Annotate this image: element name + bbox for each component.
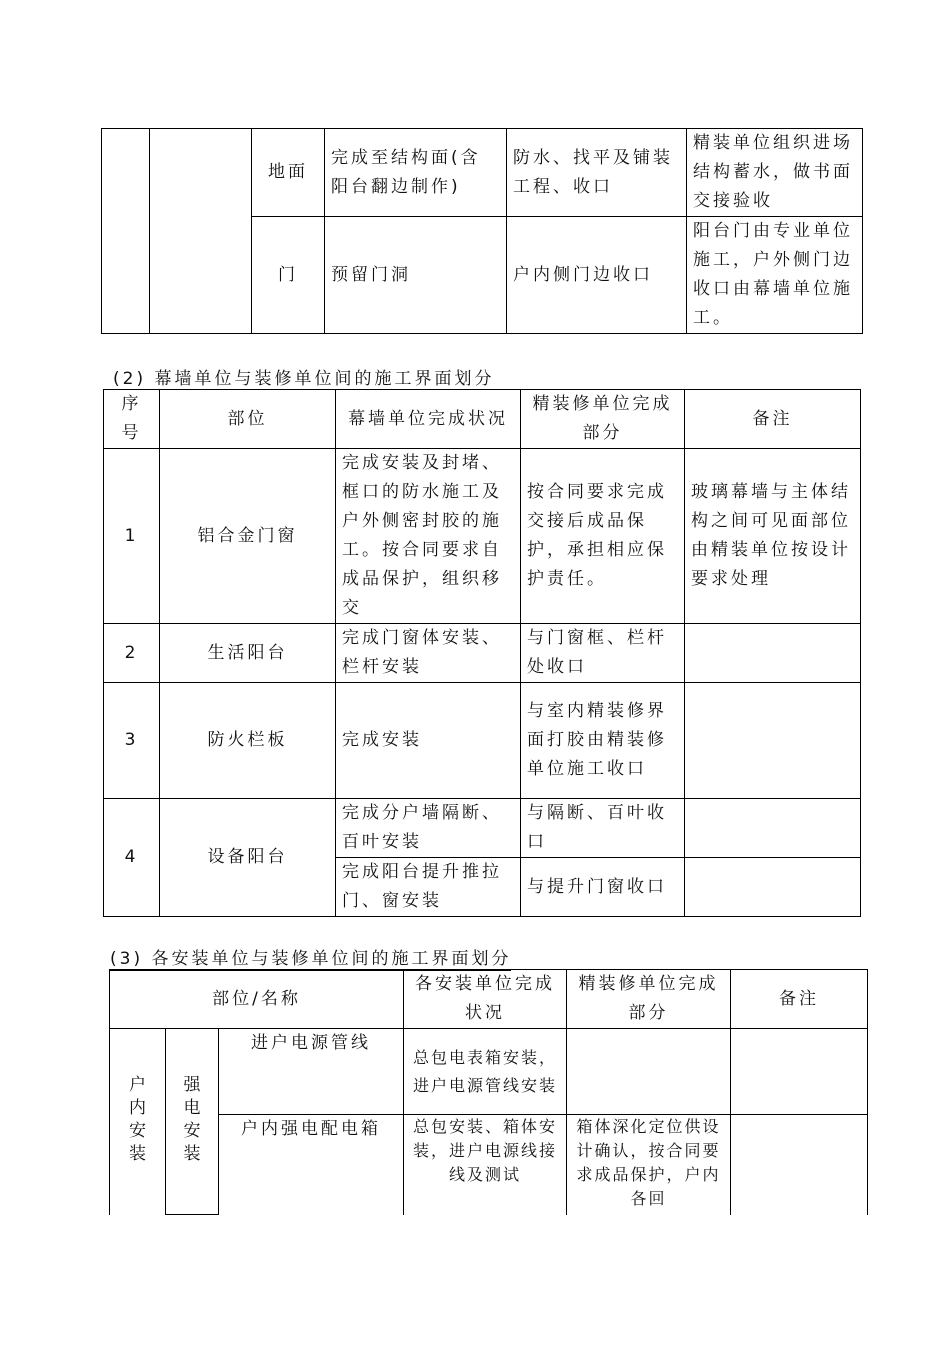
note-cell — [731, 1115, 868, 1215]
install-status-cell: 总包电表箱安装，进户电源管线安装 — [404, 1029, 567, 1115]
table-row — [104, 799, 861, 858]
group-label: 户内安装 — [129, 1075, 146, 1165]
finish-part-cell — [567, 1029, 731, 1115]
seq-cell: 4 — [104, 799, 160, 917]
note-cell: 精装单位组织进场结构蓄水，做书面交接验收 — [687, 129, 863, 217]
table-row — [104, 683, 861, 799]
header-finish-part: 精装修单位完成部分 — [567, 970, 731, 1029]
part-cell: 防火栏板 — [160, 683, 336, 799]
header-seq: 序号 — [104, 390, 160, 449]
part-cell: 设备阳台 — [160, 799, 336, 917]
note-cell: 阳台门由专业单位施工，户外侧门边收口由幕墙单位施工。 — [687, 217, 863, 334]
part-cell: 生活阳台 — [160, 624, 336, 683]
header-install-status: 各安装单位完成状况 — [404, 970, 567, 1029]
table-row — [110, 1029, 868, 1115]
section-3-heading — [110, 944, 511, 969]
subgroup-label: 强电安装 — [183, 1075, 201, 1164]
note-cell — [685, 799, 861, 858]
table-continued — [101, 128, 863, 334]
header-part: 部位 — [160, 390, 336, 449]
header-note: 备注 — [731, 970, 868, 1029]
finish-part-cell: 与提升门窗收口 — [521, 858, 685, 917]
part-cell: 门 — [252, 217, 325, 334]
finish-work-cell: 户内侧门边收口 — [507, 217, 687, 334]
finish-part-cell: 与室内精装修界面打胶由精装修单位施工收口 — [521, 683, 685, 799]
section-2-heading: (2) 幕墙单位与装修单位间的施工界面划分 — [113, 369, 495, 389]
table-header-row — [104, 390, 861, 449]
finish-part-cell: 按合同要求完成交接后成品保护，承担相应保护责任。 — [521, 449, 685, 624]
note-cell: 玻璃幕墙与主体结构之间可见面部位由精装单位按设计要求处理 — [685, 449, 861, 624]
table-row — [110, 1115, 868, 1215]
seq-cell: 2 — [104, 624, 160, 683]
install-status-cell: 总包安装、箱体安装，进户电源线接线及测试 — [404, 1115, 567, 1215]
curtain-status-cell: 完成分户墙隔断、百叶安装 — [336, 799, 521, 858]
section-3-heading-text: (3) 各安装单位与装修单位间的施工界面划分 — [110, 949, 512, 969]
main-work-cell: 预留门洞 — [325, 217, 507, 334]
header-finish-part: 精装修单位完成部分 — [521, 390, 685, 449]
note-cell — [685, 858, 861, 917]
header-part-name: 部位/名称 — [110, 970, 404, 1029]
finish-part-cell: 箱体深化定位供设计确认，按合同要求成品保护，户内各回 — [567, 1115, 731, 1215]
curtain-wall-table — [103, 389, 861, 917]
seq-cell: 3 — [104, 683, 160, 799]
curtain-status-cell: 完成阳台提升推拉门、窗安装 — [336, 858, 521, 917]
note-cell — [731, 1029, 868, 1115]
finish-part-cell: 与门窗框、栏杆处收口 — [521, 624, 685, 683]
part-cell: 地面 — [252, 129, 325, 217]
header-curtain-status: 幕墙单位完成状况 — [336, 390, 521, 449]
installation-table — [109, 969, 868, 1215]
item-cell: 进户电源管线 — [219, 1029, 404, 1115]
curtain-status-cell: 完成安装 — [336, 683, 521, 799]
finish-work-cell: 防水、找平及铺装工程、收口 — [507, 129, 687, 217]
table-row — [102, 129, 863, 217]
note-cell — [685, 624, 861, 683]
item-cell: 户内强电配电箱 — [219, 1115, 404, 1215]
finish-part-cell: 与隔断、百叶收口 — [521, 799, 685, 858]
main-work-cell: 完成至结构面(含阳台翻边制作) — [325, 129, 507, 217]
curtain-status-cell: 完成安装及封堵、框口的防水施工及户外侧密封胶的施工。按合同要求自成品保护，组织移交 — [336, 449, 521, 624]
seq-cell: 1 — [104, 449, 160, 624]
table-row — [104, 624, 861, 683]
note-cell — [685, 683, 861, 799]
curtain-status-cell: 完成门窗体安装、栏杆安装 — [336, 624, 521, 683]
part-cell: 铝合金门窗 — [160, 449, 336, 624]
group-cell — [110, 1029, 166, 1215]
empty-cell — [102, 129, 150, 334]
header-note: 备注 — [685, 390, 861, 449]
empty-cell — [150, 129, 252, 334]
subgroup-cell — [166, 1029, 219, 1215]
table-row — [104, 449, 861, 624]
table-header-row — [110, 970, 868, 1029]
